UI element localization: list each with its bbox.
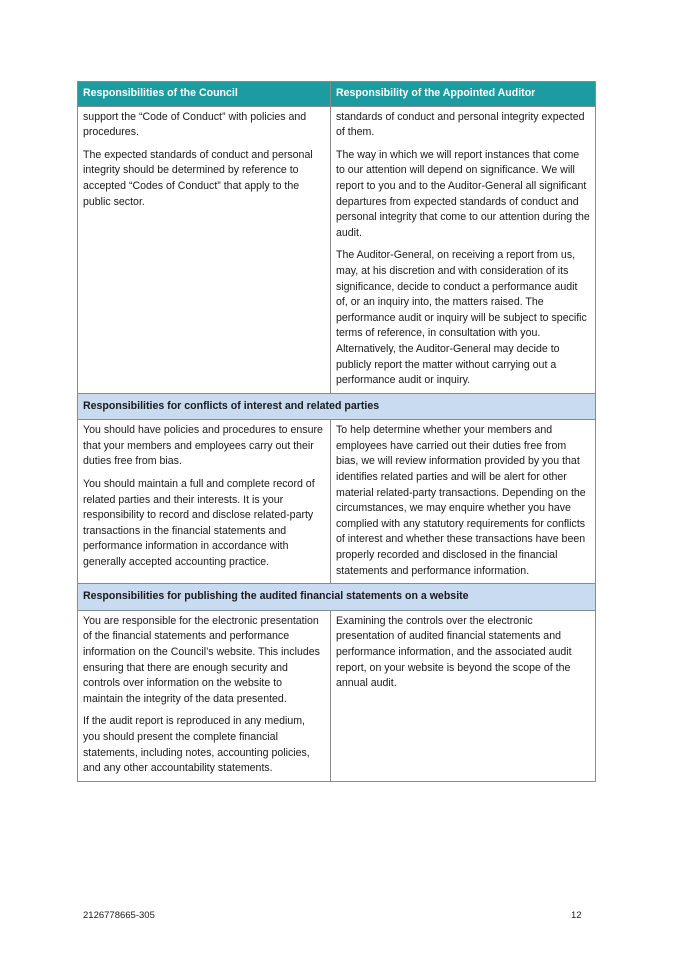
header-council: Responsibilities of the Council bbox=[78, 82, 331, 107]
auditor-paragraph: The Auditor-General, on receiving a report from us, may, at his discretion and with consideration of its significance, decide to conduct a performance audit of, or an inquiry into, the matters raised. The performance audit or inquiry will be subject to specific terms of reference, in consultation with you. Alternatively, the Auditor-General may decide to publicly report the matter without carrying out a performance audit or inquiry. bbox=[336, 249, 587, 387]
section-heading-website: Responsibilities for publishing the audited financial statements on a website bbox=[78, 584, 596, 611]
auditor-paragraph: The way in which we will report instances that come to our attention will depend on significance. We will report to you and to the Auditor-General all significant departures from expected standards of conduct and personal integrity that come to our attention during the audit. bbox=[336, 148, 590, 239]
council-paragraph: If the audit report is reproduced in any medium, you should present the complete financial statements, including notes, accounting policies, and any other accountability statements. bbox=[83, 715, 310, 775]
section-heading-conflicts: Responsibilities for conflicts of interest and related parties bbox=[78, 393, 596, 420]
council-paragraph: You are responsible for the electronic presentation of the financial statements and performance information on the Council’s website. This includes ensuring that there are enough security and controls over information on the website to maintain the integrity of the data presented. bbox=[83, 614, 320, 705]
council-paragraph: The expected standards of conduct and personal integrity should be determined by reference to accepted “Codes of Conduct” that apply to the public sector. bbox=[83, 148, 313, 208]
section-heading-row bbox=[78, 393, 596, 420]
council-cell bbox=[78, 610, 331, 781]
council-paragraph: You should have policies and procedures to ensure that your members and employees carry out their duties free from bias. bbox=[83, 424, 323, 468]
council-cell bbox=[78, 420, 331, 584]
council-paragraph: support the “Code of Conduct” with policies and procedures. bbox=[83, 110, 307, 139]
table-row bbox=[78, 420, 596, 584]
table-row bbox=[78, 106, 596, 393]
section-heading-row bbox=[78, 584, 596, 611]
auditor-paragraph: Examining the controls over the electronic presentation of audited financial statements and performance information, and the associated audit report, on your website is beyond the scope of the annual audit. bbox=[336, 614, 572, 690]
page-number: 12 bbox=[571, 910, 582, 921]
auditor-paragraph: To help determine whether your members and employees have carried out their duties free from bias, we will review information provided by you that identifies related parties and will be alert for other material related-party transactions. Depending on the circumstances, we may enquire whether you have complied with any statutory requirements for conflicts of interest and whether these transactions have been properly recorded and disclosed in the financial statements and performance information. bbox=[336, 424, 586, 577]
auditor-paragraph: standards of conduct and personal integrity expected of them. bbox=[336, 110, 585, 139]
auditor-cell bbox=[331, 106, 596, 393]
auditor-cell bbox=[331, 610, 596, 781]
council-cell bbox=[78, 106, 331, 393]
table-header-row bbox=[78, 82, 596, 107]
responsibilities-table bbox=[77, 81, 596, 782]
document-id: 2126778665-305 bbox=[83, 910, 155, 921]
table-row bbox=[78, 610, 596, 781]
auditor-cell bbox=[331, 420, 596, 584]
header-auditor: Responsibility of the Appointed Auditor bbox=[331, 82, 596, 107]
council-paragraph: You should maintain a full and complete record of related parties and their interests. It is your responsibility to record and disclose related-party transactions in the financial statements and performance information in accordance with generally accepted accounting practice. bbox=[83, 478, 315, 569]
